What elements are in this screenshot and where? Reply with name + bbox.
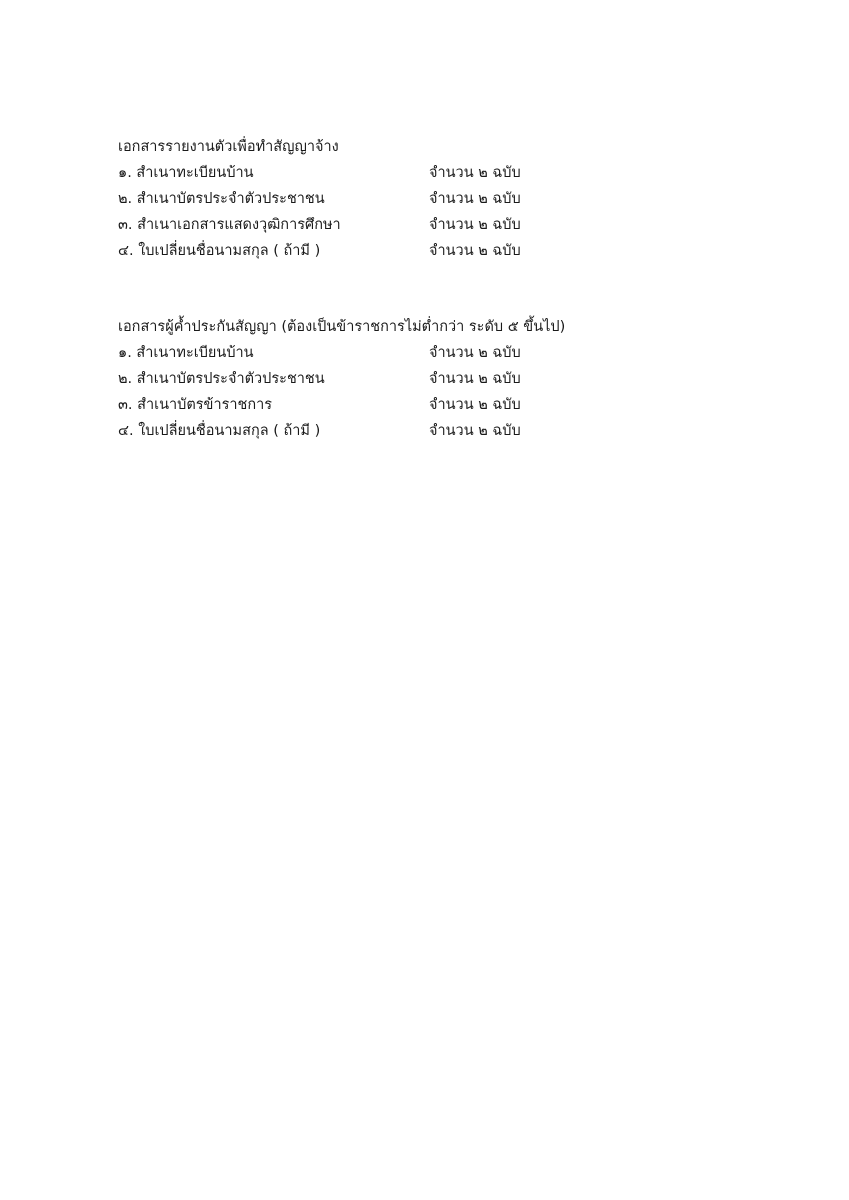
guarantor-documents-section — [118, 314, 678, 444]
item-label: ๔. ใบเปลี่ยนชื่อนามสกุล ( ถ้ามี ) — [118, 423, 321, 439]
employment-documents-section — [118, 134, 678, 264]
item-label: ๑. สำเนาทะเบียนบ้าน — [118, 165, 254, 181]
item-quantity: จำนวน ๒ ฉบับ — [429, 397, 521, 413]
item-label: ๒. สำเนาบัตรประจำตัวประชาชน — [118, 191, 325, 207]
list-item — [118, 212, 678, 238]
item-quantity: จำนวน ๒ ฉบับ — [429, 191, 521, 207]
list-item — [118, 418, 678, 444]
list-item — [118, 366, 678, 392]
item-quantity: จำนวน ๒ ฉบับ — [429, 217, 521, 233]
item-quantity: จำนวน ๒ ฉบับ — [429, 345, 521, 361]
item-label: ๔. ใบเปลี่ยนชื่อนามสกุล ( ถ้ามี ) — [118, 243, 321, 259]
item-quantity: จำนวน ๒ ฉบับ — [429, 165, 521, 181]
section-heading: เอกสารผู้ค้ำประกันสัญญา (ต้องเป็นข้าราชการไม่ต่ำกว่า ระดับ ๕ ขึ้นไป) — [118, 319, 566, 335]
item-quantity: จำนวน ๒ ฉบับ — [429, 243, 521, 259]
list-item — [118, 238, 678, 264]
item-quantity: จำนวน ๒ ฉบับ — [429, 371, 521, 387]
list-item — [118, 392, 678, 418]
list-item — [118, 160, 678, 186]
item-label: ๓. สำเนาเอกสารแสดงวุฒิการศึกษา — [118, 217, 341, 233]
item-label: ๒. สำเนาบัตรประจำตัวประชาชน — [118, 371, 325, 387]
list-item — [118, 340, 678, 366]
list-item — [118, 186, 678, 212]
item-label: ๑. สำเนาทะเบียนบ้าน — [118, 345, 254, 361]
item-quantity: จำนวน ๒ ฉบับ — [429, 423, 521, 439]
item-label: ๓. สำเนาบัตรข้าราชการ — [118, 397, 273, 413]
section-heading: เอกสารรายงานตัวเพื่อทำสัญญาจ้าง — [118, 139, 339, 155]
